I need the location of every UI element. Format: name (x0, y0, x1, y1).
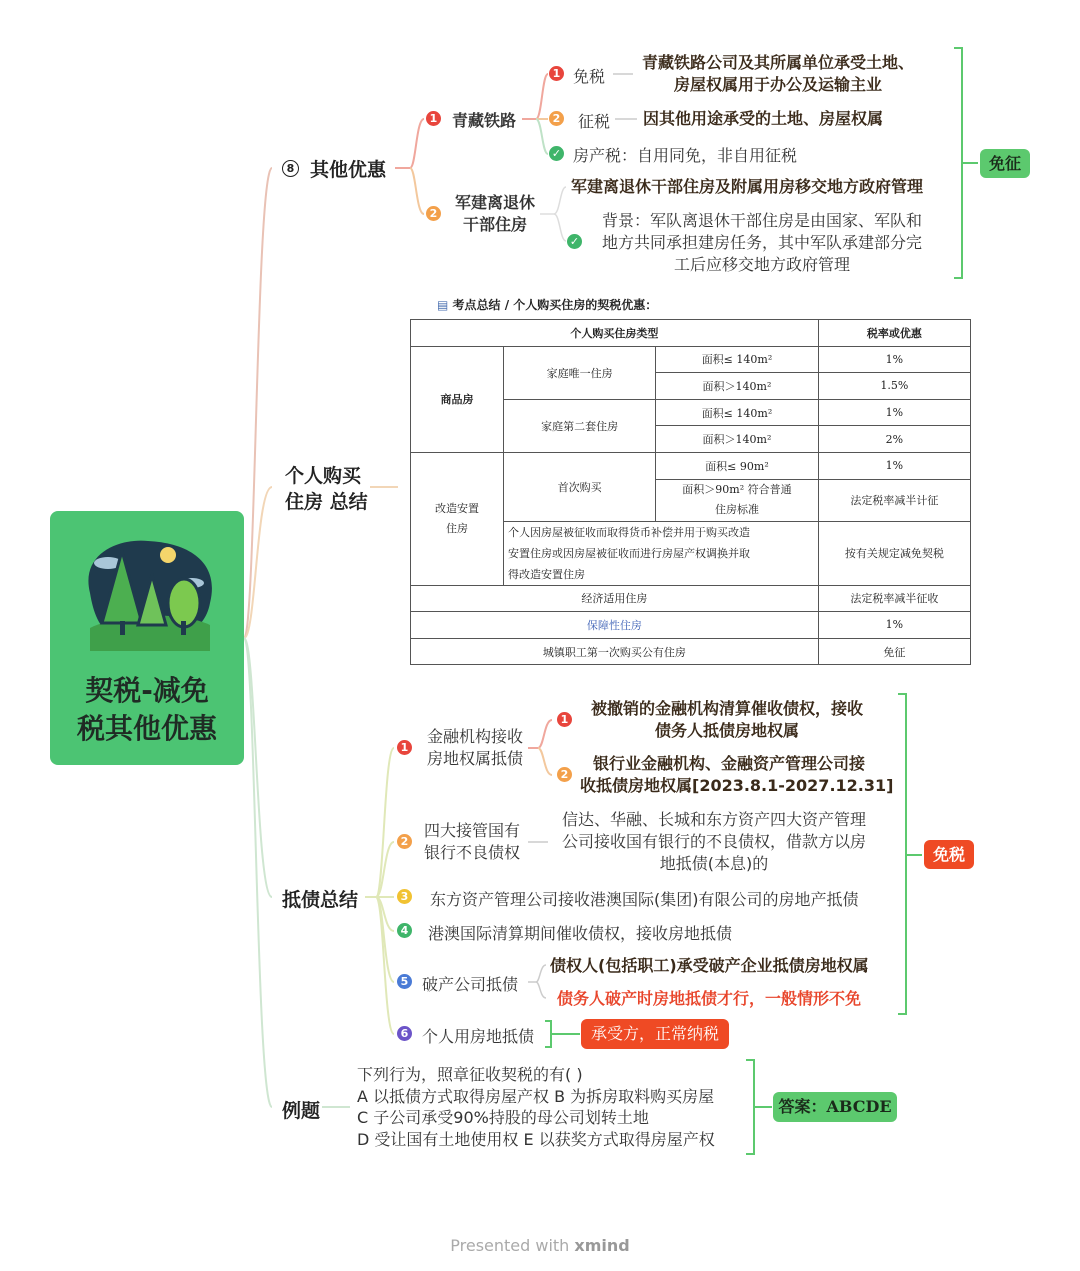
debt-item-bankrupt[interactable]: 破产公司抵债 (422, 975, 519, 994)
topic-qinghai[interactable]: 青藏铁路 (452, 111, 517, 130)
cell-rate: 1% (818, 346, 970, 373)
header-type: 个人购买住房类型 (411, 320, 819, 347)
badge-1: 1 (397, 740, 412, 755)
tag-tax-exempt[interactable]: 免税 (924, 840, 974, 869)
tag-personal-normal-tax[interactable]: 承受方，正常纳税 (581, 1019, 729, 1049)
forest-icon (80, 533, 216, 651)
topic-military[interactable]: 军建离退休 干部住房 (454, 193, 535, 234)
cell-rate: 2% (818, 426, 970, 453)
bankrupt-detail-2: 债务人破产时房地抵债才行，一般情形不免 (557, 989, 862, 1008)
cell-rate: 法定税率减半计征 (818, 479, 970, 521)
badge-2: 2 (549, 111, 564, 126)
cell-resettle-desc: 个人因房屋被征收而取得货币补偿并用于购买改造 安置住房或因房屋被征收而进行房屋产权调换并取 得改造安置住房 (503, 521, 818, 585)
badge-1: 1 (426, 111, 441, 126)
footer-watermark: Presented with xmind (450, 1236, 630, 1255)
cell-area: 面积≤ 90m² (656, 452, 818, 479)
debt-item-four-big[interactable]: 四大接管国有 银行不良债权 (423, 821, 520, 862)
badge-5: 5 (397, 974, 412, 989)
badge-2: 2 (557, 767, 572, 782)
runner-icon: ✓ (549, 146, 564, 161)
topic-housing[interactable]: 个人购买 住房 总结 (285, 465, 368, 513)
badge-3: 3 (397, 889, 412, 904)
debt-item-hk-macau[interactable]: 港澳国际清算期间催收债权，接收房地抵债 (428, 924, 733, 943)
housing-tax-table (410, 319, 971, 665)
number-badge-8: 8 (282, 160, 299, 177)
cell-rate: 免征 (818, 638, 970, 665)
badge-2: 2 (397, 834, 412, 849)
cell-rate: 1% (818, 612, 970, 639)
exempt-detail: 青藏铁路公司及其所属单位承受土地、 房屋权属用于办公及运输主业 (641, 53, 914, 94)
cell-rate: 按有关规定减免契税 (818, 521, 970, 585)
four-big-detail: 信达、华融、长城和东方资产四大资产管理 公司接收国有银行的不良债权，借款方以房 地抵债(本息)的 (561, 810, 866, 873)
runner-icon: ✓ (567, 234, 582, 249)
cell-only-home: 家庭唯一住房 (503, 346, 655, 399)
badge-4: 4 (397, 923, 412, 938)
cell-area: 面积＞140m² (656, 426, 818, 453)
topic-debt[interactable]: 抵债总结 (282, 889, 359, 911)
badge-6: 6 (397, 1026, 412, 1041)
cell-rate: 1% (818, 399, 970, 426)
item-exempt[interactable]: 免税 (573, 67, 606, 86)
bankrupt-detail-1: 债权人(包括职工)承受破产企业抵债房地权属 (550, 956, 869, 975)
header-rate: 税率或优惠 (818, 320, 970, 347)
cell-area: 面积≤ 140m² (656, 346, 818, 373)
note-icon: ▤ (437, 298, 449, 312)
tag-exempt-levy[interactable]: 免征 (980, 149, 1030, 178)
item-property-tax[interactable]: 房产税：自用同免，非自用征税 (573, 146, 798, 165)
cell-commercial: 商品房 (411, 346, 504, 452)
topic-other[interactable]: 其他优惠 (310, 159, 387, 181)
cell-affordable: 经济适用住房 (411, 585, 819, 612)
financial-sub-2: 银行业金融机构、金融资产管理公司接 收抵债房地权属[2023.8.1-2027.12.31] (580, 754, 894, 795)
cell-first-buy: 首次购买 (503, 452, 655, 521)
cell-rate: 1.5% (818, 373, 970, 400)
table-caption: ▤ 考点总结 / 个人购买住房的契税优惠： (437, 298, 658, 312)
badge-2: 2 (426, 206, 441, 221)
answer-tag[interactable]: 答案：ABCDE (773, 1092, 897, 1122)
cell-rate: 1% (818, 452, 970, 479)
cell-second-home: 家庭第二套住房 (503, 399, 655, 452)
cell-security: 保障性住房 (411, 612, 819, 639)
debt-item-financial[interactable]: 金融机构接收 房地权属抵债 (426, 727, 523, 768)
cell-rate: 法定税率减半征收 (818, 585, 970, 612)
debt-item-personal[interactable]: 个人用房地抵债 (422, 1027, 535, 1046)
taxed-detail: 因其他用途承受的土地、房屋权属 (643, 109, 884, 128)
root-title: 契税-减免 税其他优惠 (76, 674, 217, 745)
item-taxed[interactable]: 征税 (578, 112, 611, 131)
cell-public: 城镇职工第一次购买公有住房 (411, 638, 819, 665)
badge-1: 1 (549, 66, 564, 81)
badge-1: 1 (557, 712, 572, 727)
cell-area: 面积＞140m² (656, 373, 818, 400)
topic-example[interactable]: 例题 (282, 1100, 321, 1122)
financial-sub-1: 被撤销的金融机构清算催收债权，接收 债务人抵债房地权属 (590, 699, 863, 740)
debt-item-eastern[interactable]: 东方资产管理公司接收港澳国际(集团)有限公司的房地产抵债 (430, 890, 859, 909)
example-question: 下列行为，照章征收契税的有( ) A 以抵债方式取得房屋产权 B 为拆房取料购买房屋 C 子公司承受90%持股的母公司划转土地 D 受让国有土地使用权 E 以获奖方式取得房屋产权 (357, 1065, 715, 1149)
military-title: 军建离退休干部住房及附属用房移交地方政府管理 (571, 177, 924, 196)
cell-resettle: 改造安置 住房 (411, 452, 504, 585)
cell-area: 面积＞90m² 符合普通 住房标准 (656, 479, 818, 521)
military-note: 背景：军队离退休干部住房是由国家、军队和 地方共同承担建房任务，其中军队承建部分完 工后应移交地方政府管理 (601, 211, 922, 274)
cell-area: 面积≤ 140m² (656, 399, 818, 426)
